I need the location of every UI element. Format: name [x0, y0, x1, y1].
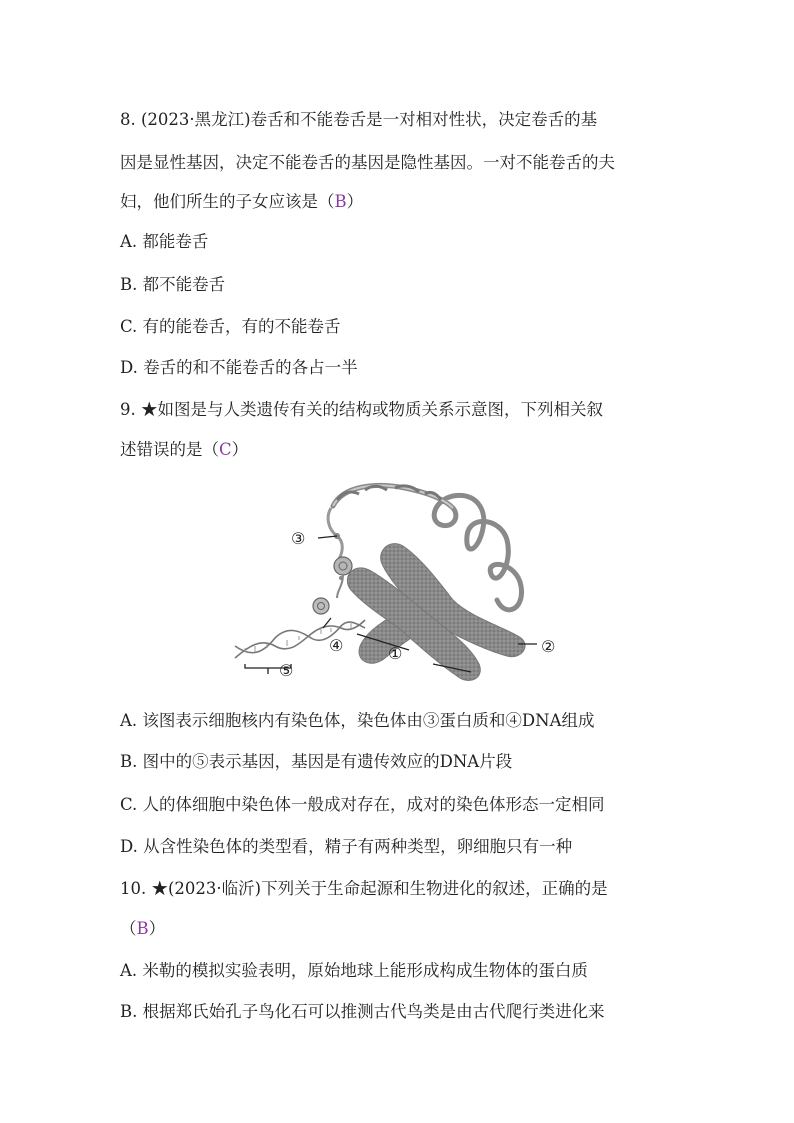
- figure-label-3: ③: [291, 529, 306, 548]
- q10-stem-line2-open: （: [120, 919, 137, 938]
- figure-label-5: ⑤: [279, 661, 294, 680]
- q10-stem-line2: [120, 918, 165, 940]
- q8-stem-line3-text: 妇，他们所生的子女应该是（: [120, 192, 335, 211]
- q10-stem-line2-close: ）: [148, 919, 166, 938]
- q8-stem-line2: 因是显性基因，决定不能卷舌的基因是隐性基因。一对不能卷舌的夫: [120, 153, 615, 172]
- q8-option-a: A. 都能卷舌: [120, 232, 209, 251]
- dna-double-helix: [235, 620, 365, 658]
- chromosome-diagram: [225, 478, 580, 690]
- q9-option-d: D. 从含性染色体的类型看，精子有两种类型，卵细胞只有一种: [120, 837, 573, 856]
- figure-label-4: ④: [329, 636, 344, 655]
- nucleosome-beads: [313, 533, 352, 614]
- q8-option-c: C. 有的能卷舌，有的不能卷舌: [120, 317, 341, 336]
- q8-option-d: D. 卷舌的和不能卷舌的各占一半: [120, 358, 358, 377]
- q9-stem-line2-text: 述错误的是（: [120, 440, 219, 459]
- q9-option-b: B. 图中的⑤表示基因，基因是有遗传效应的DNA片段: [120, 752, 513, 771]
- q9-stem-line2-close: ）: [231, 440, 249, 459]
- q8-answer: B: [334, 192, 347, 211]
- q10-answer: B: [136, 919, 149, 938]
- q9-option-a: A. 该图表示细胞核内有染色体，染色体由③蛋白质和④DNA组成: [120, 711, 595, 730]
- q10-stem-line1: 10. ★(2023·临沂)下列关于生命起源和生物进化的叙述，正确的是: [120, 879, 608, 898]
- q9-stem-line1: 9. ★如图是与人类遗传有关的结构或物质关系示意图，下列相关叙: [120, 400, 603, 419]
- q8-stem-line3: [120, 191, 363, 213]
- q8-stem-line1: 8. (2023·黑龙江)卷舌和不能卷舌是一对相对性状，决定卷舌的基: [120, 110, 598, 129]
- figure-label-1: ①: [388, 644, 403, 663]
- q9-stem-line2: [120, 439, 248, 461]
- q8-option-b: B. 都不能卷舌: [120, 275, 226, 294]
- q9-option-c: C. 人的体细胞中染色体一般成对存在，成对的染色体形态一定相同: [120, 795, 605, 814]
- q9-answer: C: [219, 440, 232, 459]
- q8-stem-line3-close: ）: [346, 192, 364, 211]
- figure-label-2: ②: [541, 637, 556, 656]
- q10-option-b: B. 根据郑氏始孔子鸟化石可以推测古代鸟类是由古代爬行类进化来: [120, 1002, 605, 1021]
- q10-option-a: A. 米勒的模拟实验表明，原始地球上能形成构成生物体的蛋白质: [120, 961, 588, 980]
